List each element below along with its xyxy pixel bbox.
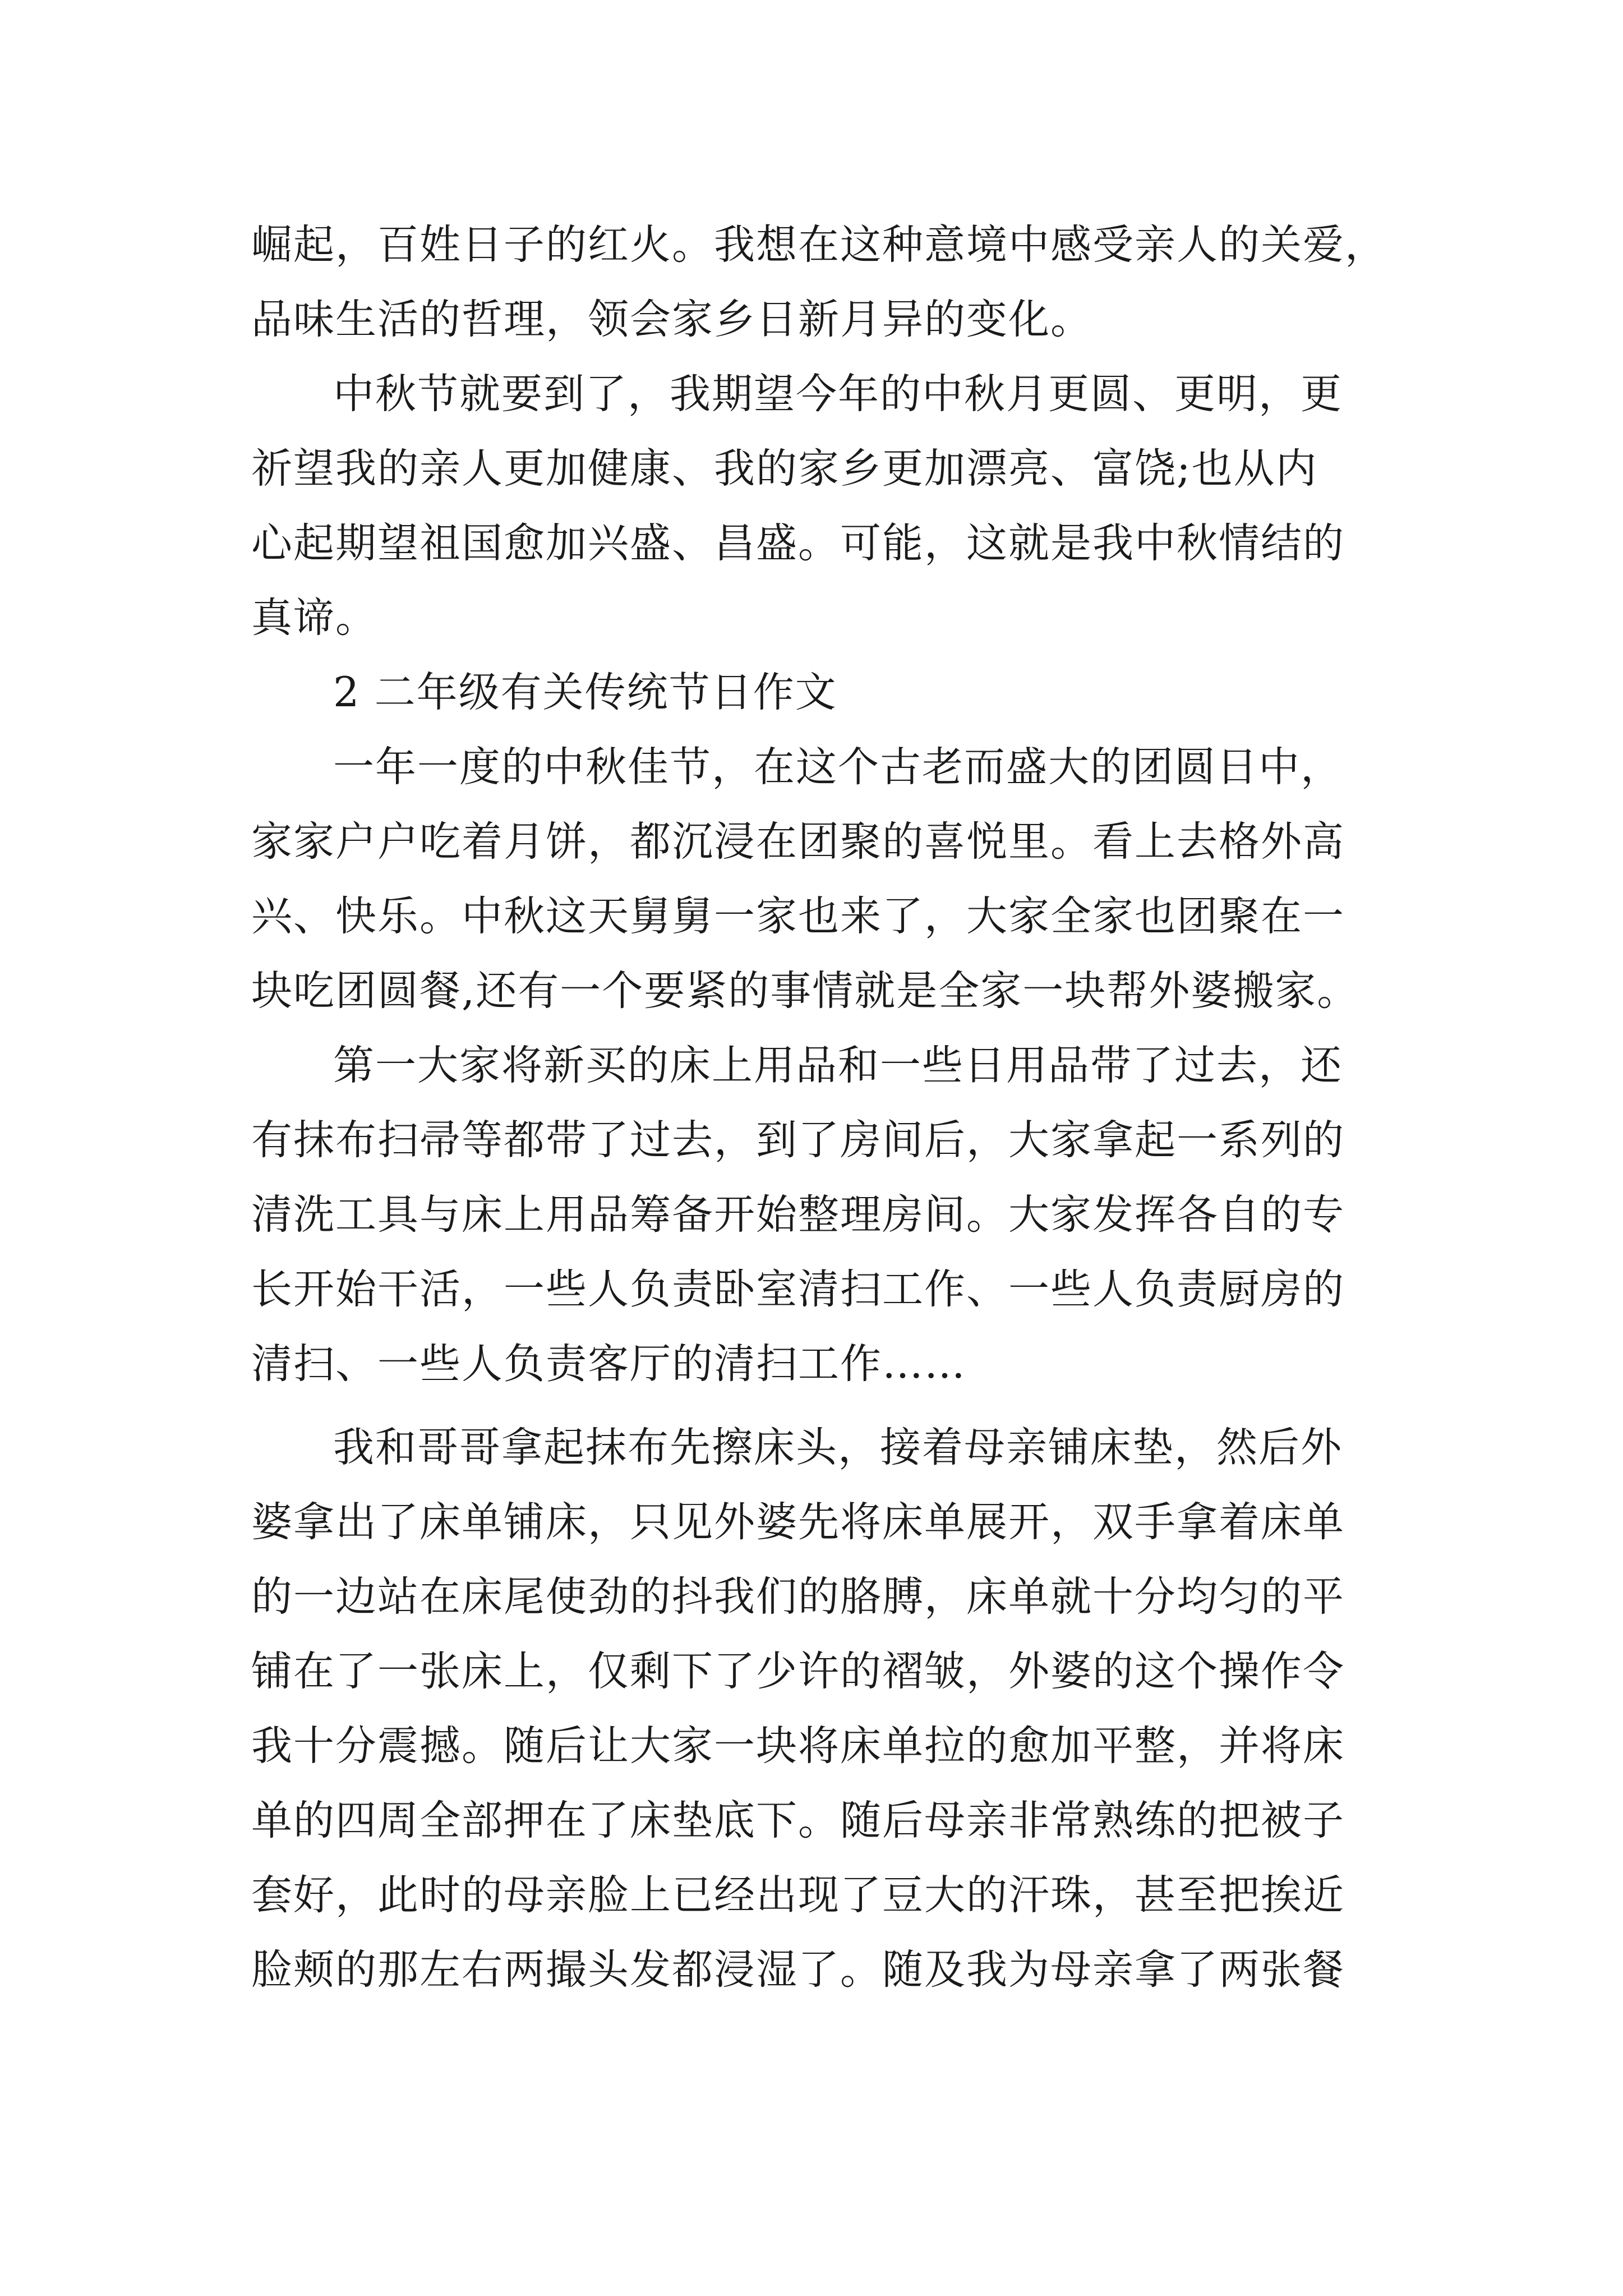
text-line: 品味生活的哲理，领会家乡日新月异的变化。: [251, 296, 1092, 343]
text-line: 婆拿出了床单铺床，只见外婆先将床单展开，双手拿着床单: [251, 1498, 1345, 1546]
text-line: 家家户户吃着月饼，都沉浸在团聚的喜悦里。看上去格外高: [251, 818, 1345, 866]
text-line: 的一边站在床尾使劲的抖我们的胳膊，床单就十分均匀的平: [251, 1573, 1345, 1621]
text-line: 长开始干活，一些人负责卧室清扫工作、一些人负责厨房的: [251, 1266, 1345, 1313]
text-line: 块吃团圆餐,还有一个要紧的事情就是全家一块帮外婆搬家。: [251, 967, 1359, 1015]
paragraph-spacer: [251, 1401, 1381, 1410]
text-line: 脸颊的那左右两撮头发都浸湿了。随及我为母亲拿了两张餐: [251, 1946, 1345, 1994]
paragraph-start-line: 中秋节就要到了，我期望今年的中秋月更圆、更明，更: [333, 370, 1343, 418]
paragraph-start-line: 一年一度的中秋佳节，在这个古老而盛大的团圆日中，: [333, 743, 1343, 791]
paragraph-start-line: 我和哥哥拿起抹布先擦床头，接着母亲铺床垫，然后外: [333, 1424, 1343, 1471]
text-line: 清扫、一些人负责客厅的清扫工作……: [251, 1340, 966, 1388]
text-line: 祈望我的亲人更加健康、我的家乡更加漂亮、富饶;也从内: [251, 445, 1318, 493]
text-line: 兴、快乐。中秋这天舅舅一家也来了，大家全家也团聚在一: [251, 892, 1345, 940]
text-line: 单的四周全部押在了床垫底下。随后母亲非常熟练的把被子: [251, 1797, 1345, 1844]
text-line: 真谛。: [251, 594, 377, 642]
text-line: 清洗工具与床上用品筹备开始整理房间。大家发挥各自的专: [251, 1191, 1345, 1239]
article-body: [251, 208, 1387, 2007]
section-heading: 2 二年级有关传统节日作文: [333, 669, 837, 716]
text-line: 套好，此时的母亲脸上已经出现了豆大的汗珠，甚至把挨近: [251, 1871, 1345, 1919]
text-line: 有抹布扫帚等都带了过去，到了房间后，大家拿起一系列的: [251, 1116, 1345, 1164]
text-line: 心起期望祖国愈加兴盛、昌盛。可能，这就是我中秋情结的: [251, 519, 1345, 567]
text-line: 我十分震撼。随后让大家一块将床单拉的愈加平整，并将床: [251, 1722, 1345, 1770]
text-line: 铺在了一张床上，仅剩下了少许的褶皱，外婆的这个操作令: [251, 1648, 1345, 1695]
text-line: 崛起，百姓日子的红火。我想在这种意境中感受亲人的关爱，: [251, 221, 1387, 269]
paragraph-start-line: 第一大家将新买的床上用品和一些日用品带了过去，还: [333, 1042, 1343, 1089]
